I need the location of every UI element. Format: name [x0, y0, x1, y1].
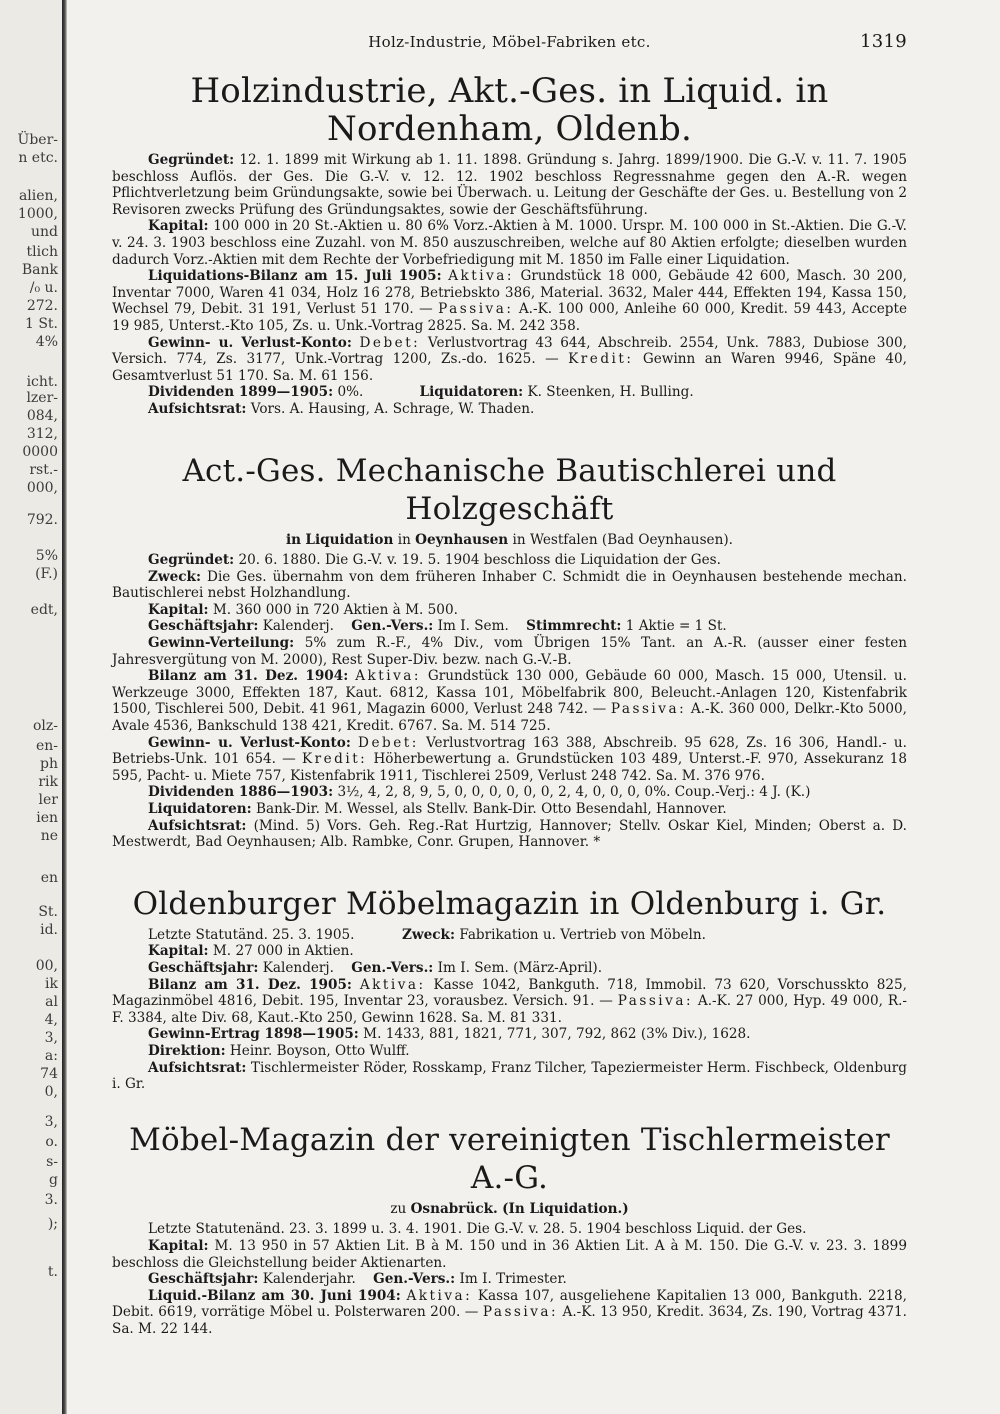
label: Zweck:	[401, 926, 455, 943]
margin-fragment: 74	[40, 1066, 58, 1082]
margin-fragment: 3.	[44, 1192, 58, 1208]
text: K. Steenken, H. Bulling.	[527, 384, 694, 401]
label: Aufsichtsrat:	[148, 1059, 247, 1076]
founded-paragraph	[112, 552, 907, 569]
margin-fragment: 312,	[26, 426, 58, 442]
label: Liquid.-Bilanz am 30. Juni 1904:	[148, 1287, 401, 1304]
text: Im I. Sem.	[437, 618, 509, 635]
label: Bilanz am 31. Dez. 1905:	[148, 976, 352, 993]
board-paragraph	[112, 818, 907, 851]
text: Vors. A. Hausing, A. Schrage, W. Thaden.	[250, 400, 535, 417]
entry-bautischlerei-oeynhausen	[112, 452, 907, 851]
balance-paragraph	[112, 268, 907, 334]
label: Liquidatoren:	[419, 384, 524, 401]
kredit-label: Kredit:	[301, 751, 368, 768]
margin-fragment: (F.)	[35, 566, 58, 582]
passiva-label: Passiva:	[617, 993, 694, 1010]
label: Geschäftsjahr:	[148, 959, 259, 976]
margin-fragment: 1 St.	[24, 316, 58, 332]
margin-fragment: 0000	[22, 444, 58, 460]
label: Geschäftsjahr:	[148, 618, 259, 635]
text: (In Liquidation.)	[502, 1200, 629, 1217]
direction-paragraph	[112, 1043, 907, 1060]
entry-moebel-magazin-osnabrueck	[112, 1121, 907, 1338]
statute-paragraph	[112, 1221, 907, 1238]
margin-fragment: rst.-	[29, 462, 58, 478]
margin-fragment: rik	[38, 774, 58, 790]
text: Gewinn an Waren 9946, Späne 40, Gesamtverlust 51 170. Sa. M. 61 156.	[112, 351, 908, 384]
text: in	[286, 531, 302, 548]
margin-fragment: ler	[38, 792, 58, 808]
margin-fragment: St.	[38, 904, 58, 920]
passiva-label: Passiva:	[438, 301, 514, 318]
text: 3½, 4, 2, 8, 9, 5, 0, 0, 0, 0, 0, 0, 2, 4, 0, 0, 0, 0%. Coup.-Verj.: 4 J. (K.)	[337, 784, 811, 801]
text: zu	[390, 1200, 407, 1217]
margin-fragment: 3,	[44, 1030, 58, 1046]
margin-fragment: ik	[45, 976, 58, 992]
entry-subtitle	[112, 1201, 907, 1218]
label: Gewinn-Verteilung:	[148, 635, 295, 652]
purpose-paragraph	[112, 569, 907, 602]
text: Verlustvortrag 163 388, Abschreib. 95 628, Zs. 16 306, Handl.- u. Betriebs-Unk. 101 654. —	[112, 734, 907, 768]
debet-label: Debet:	[358, 734, 419, 751]
text: Höherbewertung a. Grundstücken 103 489, Unterst.-F. 970, Assekuranz 18 595, Pacht- u. Miete 757, Kistenfabrik 1911, Tischlerei 2509, Verlust 248 742. Sa. M. 376 976.	[112, 751, 907, 784]
margin-fragment: t.	[47, 1264, 58, 1280]
entry-title: Möbel-Magazin der vereinigten Tischlermeister A.-G.	[129, 1121, 890, 1196]
page-number: 1319	[859, 31, 907, 52]
dividends-paragraph	[112, 784, 907, 801]
label: Liquidations-Bilanz am 15. Juli 1905:	[148, 268, 442, 285]
text: (Mind. 5) Vors. Geh. Reg.-Rat Hurtzig, Hannover; Stellv. Oskar Kiel, Minden; Oberst a. D. Mestwerdt, Bad Oeynhausen; Alb. Rambke, Conr. Grupen, Hannover. *	[112, 817, 907, 851]
margin-fragment: 00,	[35, 958, 58, 974]
margin-fragment: en	[40, 870, 58, 886]
text: Im I. Trimester.	[459, 1271, 567, 1288]
text: Oeynhausen	[415, 531, 509, 548]
margin-fragment: 000,	[26, 480, 58, 496]
label: Zweck:	[148, 568, 201, 585]
margin-fragment: 0,	[44, 1084, 58, 1100]
fiscal-year-paragraph	[112, 618, 907, 635]
capital-paragraph	[112, 602, 907, 619]
margin-fragment: 084,	[26, 408, 58, 424]
label: Aufsichtsrat:	[148, 400, 247, 417]
text: 20. 6. 1880. Die G.-V. v. 19. 5. 1904 beschloss die Liquidation der Ges.	[238, 552, 721, 569]
margin-fragment: g	[49, 1172, 58, 1188]
margin-fragment: tlich	[26, 244, 58, 260]
kredit-label: Kredit:	[568, 351, 634, 368]
text: A.-K. 100 000, Anleihe 60 000, Kredit. 59 443, Accepte 19 985, Unterst.-Kto 105, Zs. u. Unk.-Vortrag 2825. Sa. M. 242 358.	[112, 301, 908, 334]
capital-paragraph	[112, 943, 907, 960]
margin-fragment: o.	[45, 1134, 58, 1150]
margin-fragment: id.	[40, 922, 58, 938]
margin-fragment: ne	[40, 828, 58, 844]
margin-fragment: icht.	[26, 374, 58, 390]
entry-holzindustrie-nordenham	[112, 72, 907, 418]
text: Die Ges. übernahm von dem früheren Inhaber C. Schmidt die in Oeynhausen bestehende mechan. Bautischlerei nebst Holzhandlung.	[112, 568, 907, 602]
text: Kasse 1042, Bankguth. 718, Immobil. 73 620, Vorschusskto 825, Magazinmöbel 4816, Debit. 195, Inventar 23, vorausbez. Versich. 91. —	[112, 976, 907, 1010]
margin-fragment: und	[31, 224, 58, 240]
text: M. 13 950 in 57 Aktien Lit. B à M. 150 und in 36 Aktien Lit. A à M. 150. Die G.-V. v. 23. 3. 1899 beschloss die Gleichstellung beider Aktienarten.	[112, 1237, 907, 1271]
margin-fragment: olz-	[32, 718, 58, 734]
margin-fragment: lzer-	[26, 390, 58, 406]
aktiva-label: Aktiva:	[359, 976, 426, 993]
text: Kassa 107, ausgeliehene Kapitalien 13 000, Bankguth. 2218, Debit. 6619, vorrätige Möbel u. Polsterwaren 200. —	[112, 1287, 907, 1321]
label: Gewinn-Ertrag 1898—1905:	[148, 1026, 359, 1043]
margin-fragment: a:	[44, 1048, 58, 1064]
text: Verlustvortrag 43 644, Abschreib. 2554, Unk. 7883, Dubiose 300, Versich. 774, Zs. 3177, Unk.-Vortrag 1200, Zs.-do. 1625. —	[112, 334, 907, 368]
aktiva-label: Aktiva:	[355, 668, 421, 685]
margin-fragment: Über-	[17, 132, 58, 148]
spacer	[112, 418, 907, 444]
margin-fragment: 4,	[44, 1012, 58, 1028]
entry-title: Holzindustrie, Akt.-Ges. in Liquid. in Nordenham, Oldenb.	[190, 71, 829, 149]
text: A.-K. 27 000, Hyp. 49 000, R.-F. 3384, alte Div. 68, Kaut.-Kto 250, Gewinn 1628. Sa. M. 81 331.	[112, 993, 907, 1026]
text: Osnabrück.	[410, 1200, 498, 1217]
text: M. 27 000 in Aktien.	[212, 943, 354, 960]
entry-oldenburger-moebelmagazin	[112, 885, 907, 1093]
margin-fragment: );	[47, 1216, 58, 1232]
fiscal-year-paragraph	[112, 1271, 907, 1288]
capital-paragraph	[112, 1238, 907, 1271]
entry-title: Oldenburger Möbelmagazin in Oldenburg i. Gr.	[132, 885, 887, 922]
label: Gegründet:	[148, 152, 235, 168]
label: Stimmrecht:	[526, 618, 622, 635]
label: Direktion:	[148, 1042, 226, 1059]
statute-paragraph	[112, 927, 907, 944]
page	[112, 31, 908, 1337]
running-header	[112, 31, 907, 64]
label: Dividenden 1899—1905:	[148, 384, 334, 401]
label: Kapital:	[148, 1237, 209, 1254]
text: Im I. Sem. (März-April).	[437, 959, 603, 976]
margin-fragment: 5%	[35, 548, 58, 564]
label: Kapital:	[148, 943, 209, 960]
label: Kapital:	[148, 601, 209, 618]
text: 1 Aktie = 1 St.	[625, 618, 727, 635]
text: 5% zum R.-F., 4% Div., vom Übrigen 15% Tant. an A.-R. (ausser einer festen Jahresvergütung von M. 2000), Rest Super-Div. bezw. nach G.-V.-B.	[112, 635, 908, 668]
profit-loss-paragraph	[112, 735, 907, 785]
margin-fragment: s-	[46, 1154, 58, 1170]
passiva-label: Passiva:	[482, 1304, 559, 1321]
entry-title: Act.-Ges. Mechanische Bautischlerei und Holzgeschäft	[182, 452, 837, 527]
text: Grundstück 18 000, Gebäude 42 600, Masch. 30 200, Inventar 7000, Waren 41 034, Holz 16 278, Betriebskto 386, Material. 3632, Maler 444, Effekten 194, Kassa 150, Wechsel 79, Debit. 31 191, Verlust 51 170. —	[112, 268, 908, 318]
margin-fragment: al	[45, 994, 58, 1010]
margin-fragment: /₀ u.	[29, 280, 58, 296]
text: M. 360 000 in 720 Aktien à M. 500.	[212, 601, 458, 618]
margin-fragment: 272.	[26, 298, 58, 314]
margin-fragment: 3,	[44, 1114, 58, 1130]
text: Letzte Statutänd. 25. 3. 1905.	[148, 926, 355, 943]
balance-paragraph	[112, 668, 907, 734]
label: Bilanz am 31. Dez. 1904:	[148, 668, 349, 685]
spacer	[112, 851, 907, 877]
text: Liquidation	[305, 531, 394, 548]
text: in Westfalen (Bad Oeynhausen).	[512, 531, 733, 548]
text: Letzte Statutenänd. 23. 3. 1899 u. 3. 4. 1901. Die G.-V. v. 28. 5. 1904 beschloss Liquid. der Ges.	[148, 1221, 807, 1238]
text: Grundstück 130 000, Gebäude 60 000, Masch. 15 000, Utensil. u. Werkzeuge 3000, Effekten 187, Kaut. 6812, Kassa 101, Möbelfabrik 800, Beleucht.-Anlagen 120, Kistenfabrik 1500, Tischlerei 500, Debit. 41 961, Magazin 6000, Verlust 248 742. —	[112, 668, 907, 718]
label: Gen.-Vers.:	[373, 1271, 456, 1288]
running-title: Holz-Industrie, Möbel-Fabriken etc.	[368, 33, 651, 51]
margin-fragment: Bank	[21, 262, 58, 278]
text: A.-K. 360 000, Delkr.-Kto 5000, Avale 4536, Bankschuld 138 421, Kredit. 6767. Sa. M. 514 725.	[112, 701, 907, 735]
label: Gen.-Vers.:	[351, 959, 434, 976]
label: Gegründet:	[148, 552, 235, 569]
aktiva-label: Aktiva:	[406, 1287, 473, 1304]
margin-fragment: n etc.	[18, 150, 58, 166]
margin-fragment: en-	[35, 738, 58, 754]
label: Kapital:	[148, 218, 209, 235]
entry-subtitle	[112, 532, 907, 549]
passiva-label: Passiva:	[610, 701, 687, 718]
spacer	[112, 1093, 907, 1113]
text: M. 1433, 881, 1821, 771, 307, 792, 862 (3% Div.), 1628.	[363, 1026, 751, 1043]
capital-paragraph	[112, 218, 907, 268]
label: Gen.-Vers.:	[351, 618, 434, 635]
text: A.-K. 13 950, Kredit. 3634, Zs. 190, Vortrag 4371. Sa. M. 22 144.	[112, 1304, 908, 1337]
margin-fragment: 4%	[35, 334, 58, 350]
board-paragraph	[112, 1060, 907, 1093]
text: Fabrikation u. Vertrieb von Möbeln.	[459, 926, 706, 943]
fiscal-year-paragraph	[112, 960, 907, 977]
aktiva-label: Aktiva:	[448, 268, 514, 285]
margin-fragment: 792.	[26, 512, 58, 528]
text: 12. 1. 1899 mit Wirkung ab 1. 11. 1898. Gründung s. Jahrg. 1899/1900. Die G.-V. v. 11. 7. 1905 beschloss Auflös. der Ges. Die G.-V. v. 12. 12. 1902 beschloss Regressnahme gegen den A.-R. wegen Pflichtverletzung beim Gründungsakte, sowie bei Überwach. u. Leitung der Geschäfte der Ges. u. Bestellung von 2 Revisoren zwecks Prüfung des Gründungsaktes, sowie der Geschäftsführung.	[112, 152, 907, 218]
margin-fragment: ph	[40, 756, 58, 772]
text: Kalenderjahr.	[262, 1271, 356, 1288]
label: Liquidatoren:	[148, 801, 252, 817]
label: Aufsichtsrat:	[148, 817, 247, 834]
text: 100 000 in 20 St.-Aktien u. 80 6% Vorz.-Aktien à M. 1000. Urspr. M. 100 000 in St.-Aktien. Die G.-V. v. 24. 3. 1903 beschloss eine Zuzahl. von M. 850 auszuschreiben, welche auf 80 Aktien erfolgte; dieselben wurden dadurch Vorz.-Aktien mit dem Rechte der Vorbefriedigung mit M. 1850 im Falle einer Liquidation.	[112, 218, 907, 268]
dividends-paragraph	[112, 384, 907, 401]
text: Kalenderj.	[262, 959, 334, 976]
founded-paragraph	[112, 152, 907, 218]
text: Heinr. Boyson, Otto Wulff.	[229, 1042, 410, 1059]
margin-fragment: edt,	[30, 602, 58, 618]
label: Dividenden 1886—1903:	[148, 784, 334, 801]
debet-label: Debet:	[359, 334, 421, 351]
label: Geschäftsjahr:	[148, 1271, 259, 1288]
text: Bank-Dir. M. Wessel, als Stellv. Bank-Dir. Otto Besendahl, Hannover.	[255, 801, 727, 817]
text: in	[397, 531, 411, 548]
balance-paragraph	[112, 1288, 907, 1338]
profit-loss-paragraph	[112, 335, 907, 385]
margin-fragment: ien	[36, 810, 58, 826]
label: Gewinn- u. Verlust-Konto:	[148, 734, 351, 751]
margin-fragment: 1000,	[17, 206, 58, 222]
earnings-paragraph	[112, 1026, 907, 1043]
page-fold-shadow	[62, 0, 67, 1414]
text: Tischlermeister Röder, Rosskamp, Franz Tilcher, Tapeziermeister Herm. Fischbeck, Oldenburg i. Gr.	[112, 1059, 907, 1093]
profit-distribution-paragraph	[112, 635, 907, 668]
text: 0%.	[337, 384, 364, 401]
adjacent-page-margin	[0, 0, 62, 1414]
label: Gewinn- u. Verlust-Konto:	[148, 334, 352, 351]
margin-fragment: alien,	[18, 188, 58, 204]
board-paragraph	[112, 401, 907, 418]
liquidators-paragraph	[112, 801, 907, 818]
text: Kalenderj.	[262, 618, 334, 635]
balance-paragraph	[112, 977, 907, 1027]
